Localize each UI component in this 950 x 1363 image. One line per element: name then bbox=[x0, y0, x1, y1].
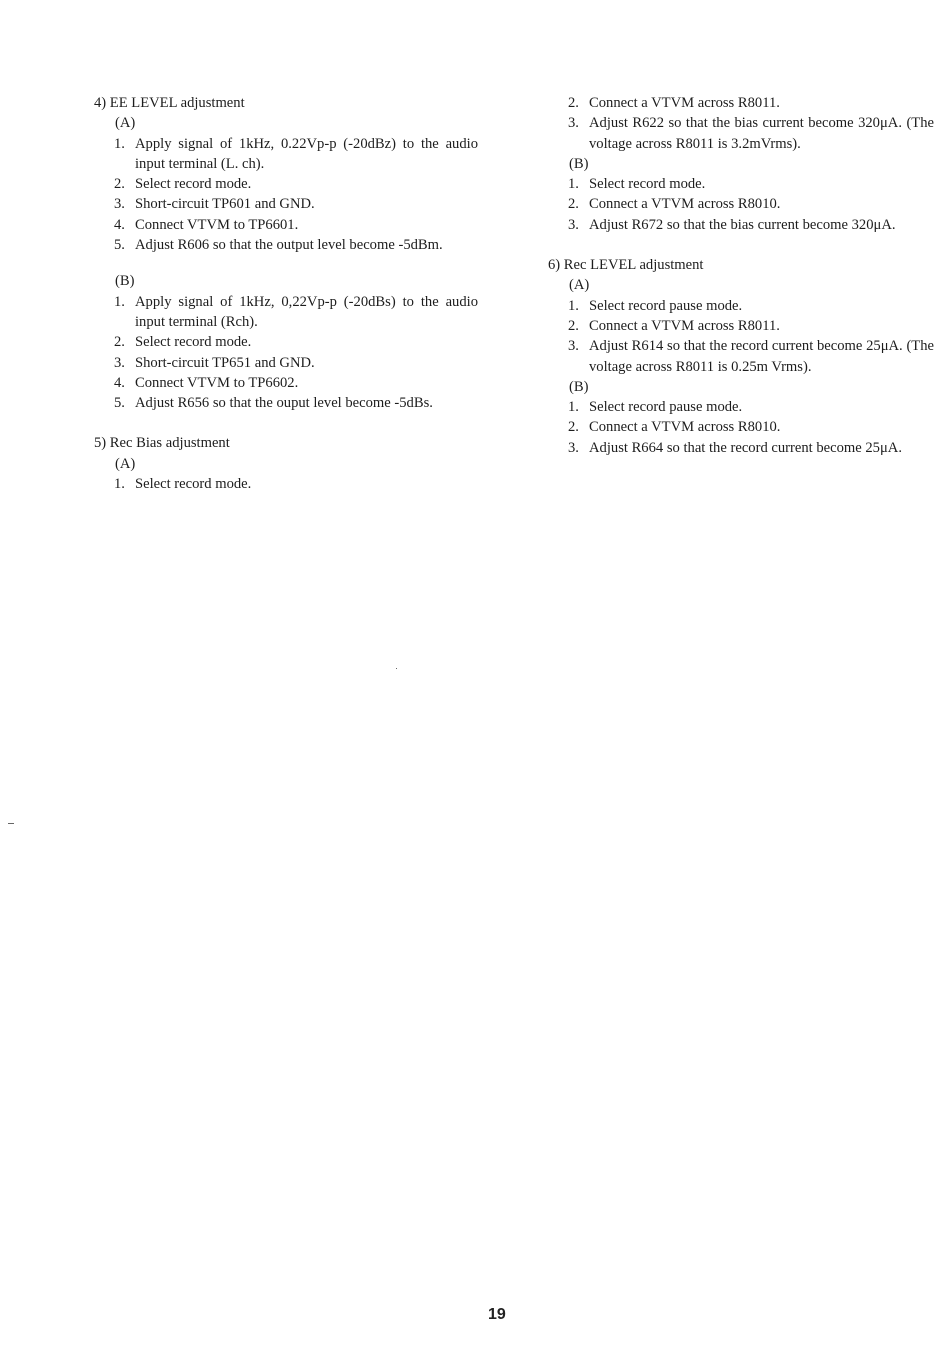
step-number: 3. bbox=[114, 354, 125, 371]
step-item bbox=[114, 373, 478, 393]
group-label: (A) bbox=[115, 115, 136, 132]
section-heading: 6) Rec LEVEL adjustment bbox=[548, 257, 704, 274]
step-number: 3. bbox=[568, 439, 579, 456]
step-list bbox=[94, 134, 478, 256]
step-item bbox=[568, 215, 934, 235]
step-text: Adjust R672 so that the bias current become 320μA. bbox=[589, 216, 896, 233]
step-text: Select record pause mode. bbox=[589, 297, 743, 314]
group-label: (A) bbox=[115, 455, 136, 472]
step-item bbox=[568, 438, 934, 458]
step-text: Connect a VTVM across R8010. bbox=[589, 196, 781, 213]
step-number: 1. bbox=[568, 399, 579, 416]
step-text: Connect a VTVM across R8011. bbox=[589, 95, 780, 111]
step-list bbox=[548, 397, 934, 458]
step-number: 2. bbox=[568, 196, 579, 213]
step-list bbox=[548, 93, 934, 154]
step-list bbox=[94, 474, 478, 494]
step-item bbox=[114, 292, 478, 333]
section-ee-level bbox=[94, 93, 478, 413]
step-item bbox=[114, 235, 478, 255]
step-text: Adjust R606 so that the output level become -5dBm. bbox=[135, 237, 443, 254]
step-number: 1. bbox=[114, 135, 125, 152]
step-item bbox=[568, 336, 934, 377]
step-item bbox=[114, 332, 478, 352]
group-label: (B) bbox=[569, 155, 589, 172]
scan-mark bbox=[396, 668, 397, 669]
step-number: 2. bbox=[568, 419, 579, 436]
step-list bbox=[94, 292, 478, 414]
step-text: Short-circuit TP651 and GND. bbox=[135, 354, 315, 371]
step-item bbox=[114, 474, 478, 494]
step-item bbox=[114, 194, 478, 214]
step-text: Select record mode. bbox=[589, 176, 706, 193]
step-item bbox=[114, 393, 478, 413]
step-number: 5. bbox=[114, 395, 125, 412]
step-number: 1. bbox=[568, 176, 579, 193]
step-text: Apply signal of 1kHz, 0.22Vp-p (-20dBz) to the audio input terminal (L. ch). bbox=[135, 135, 478, 172]
scan-mark bbox=[8, 823, 14, 824]
step-text: Select record pause mode. bbox=[589, 399, 743, 416]
step-item bbox=[568, 113, 934, 154]
group-label: (B) bbox=[569, 378, 589, 395]
step-list bbox=[548, 296, 934, 377]
step-item bbox=[568, 174, 934, 194]
right-column bbox=[548, 93, 934, 458]
left-column bbox=[94, 93, 478, 494]
step-text: Connect VTVM to TP6601. bbox=[135, 216, 299, 233]
step-item bbox=[568, 397, 934, 417]
section-rec-bias bbox=[94, 433, 478, 494]
step-list bbox=[548, 174, 934, 235]
step-text: Select record mode. bbox=[135, 476, 252, 493]
step-item bbox=[568, 316, 934, 336]
step-item bbox=[568, 296, 934, 316]
step-item bbox=[568, 194, 934, 214]
step-number: 2. bbox=[568, 95, 579, 111]
step-number: 2. bbox=[114, 176, 125, 193]
step-text: Adjust R664 so that the record current become 25μA. bbox=[589, 439, 902, 456]
section-rec-bias-continued bbox=[548, 93, 934, 235]
step-item bbox=[114, 215, 478, 235]
step-item bbox=[568, 417, 934, 437]
step-text: Select record mode. bbox=[135, 176, 252, 193]
step-number: 3. bbox=[568, 115, 579, 132]
step-number: 2. bbox=[568, 317, 579, 334]
step-text: Adjust R656 so that the ouput level become -5dBs. bbox=[135, 395, 433, 412]
step-text: Adjust R614 so that the record current become 25μA. (The voltage across R8011 is 0.25m Vrms). bbox=[589, 338, 934, 375]
step-number: 3. bbox=[568, 338, 579, 355]
step-item bbox=[114, 353, 478, 373]
step-number: 1. bbox=[114, 476, 125, 493]
step-text: Adjust R622 so that the bias current become 320μA. (The voltage across R8011 is 3.2mVrms). bbox=[589, 115, 934, 152]
group-label: (B) bbox=[115, 273, 135, 290]
step-number: 5. bbox=[114, 237, 125, 254]
section-rec-level bbox=[548, 255, 934, 458]
step-text: Select record mode. bbox=[135, 334, 252, 351]
step-number: 3. bbox=[568, 216, 579, 233]
step-number: 4. bbox=[114, 216, 125, 233]
step-item bbox=[114, 174, 478, 194]
group-label: (A) bbox=[569, 277, 590, 294]
step-number: 1. bbox=[114, 293, 125, 310]
section-heading: 5) Rec Bias adjustment bbox=[94, 435, 230, 452]
step-number: 1. bbox=[568, 297, 579, 314]
step-number: 2. bbox=[114, 334, 125, 351]
page-number: 19 bbox=[488, 1306, 506, 1323]
step-text: Short-circuit TP601 and GND. bbox=[135, 196, 315, 213]
step-number: 4. bbox=[114, 374, 125, 391]
step-item bbox=[568, 93, 934, 113]
step-text: Connect a VTVM across R8010. bbox=[589, 419, 781, 436]
step-number: 3. bbox=[114, 196, 125, 213]
step-text: Connect a VTVM across R8011. bbox=[589, 317, 780, 334]
step-item bbox=[114, 134, 478, 175]
step-text: Connect VTVM to TP6602. bbox=[135, 374, 299, 391]
section-heading: 4) EE LEVEL adjustment bbox=[94, 95, 245, 111]
step-text: Apply signal of 1kHz, 0,22Vp-p (-20dBs) to the audio input terminal (Rch). bbox=[135, 293, 478, 330]
